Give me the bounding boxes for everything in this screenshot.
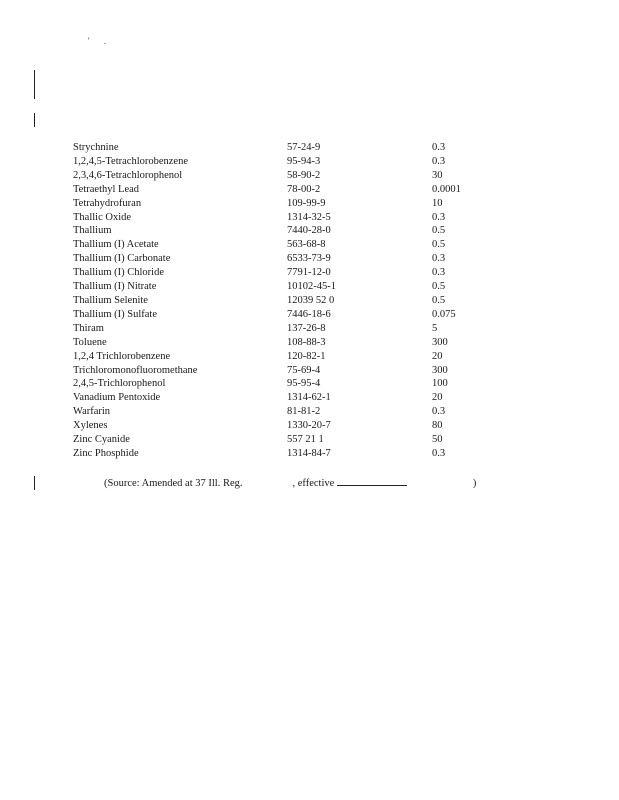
table-row [73, 252, 512, 266]
cas-number-cell: 7791-12-0 [287, 267, 331, 279]
value-cell: 0.3 [432, 267, 446, 279]
value-cell: 300 [432, 336, 448, 348]
cas-number-cell: 10102-45-1 [287, 281, 336, 293]
table-row [73, 169, 512, 183]
table-row [73, 364, 512, 378]
table-row [73, 294, 512, 308]
chemical-name-cell: 2,4,5-Trichlorophenol [73, 378, 166, 390]
table-row [73, 336, 512, 350]
chemical-name-cell: Thallium (I) Chloride [73, 267, 164, 279]
chemical-name-cell: Xylenes [73, 420, 108, 432]
value-cell: 300 [432, 364, 448, 376]
chemical-name-cell: Tetrahydrofuran [73, 197, 142, 209]
table-row [73, 419, 512, 433]
effective-date-blank [337, 476, 407, 486]
value-cell: 0.3 [432, 155, 446, 167]
chemical-name-cell: 1,2,4 Trichlorobenzene [73, 350, 171, 362]
chemical-name-cell: Warfarin [73, 406, 111, 418]
cas-number-cell: 7440-28-0 [287, 225, 331, 237]
page-header-marks: ' . [88, 36, 113, 46]
chemical-name-cell: Toluene [73, 336, 107, 348]
value-cell: 0.075 [432, 308, 456, 320]
chemical-name-cell: Thallium (I) Sulfate [73, 308, 157, 320]
cas-number-cell: 57-24-9 [287, 142, 321, 153]
chemical-name-cell: Tetraethyl Lead [73, 183, 140, 195]
value-cell: 0.5 [432, 281, 446, 293]
cas-number-cell: 1314-62-1 [287, 392, 331, 404]
table-row [73, 141, 512, 155]
source-note-effective: , effective [292, 478, 335, 489]
table-row [73, 280, 512, 294]
cas-number-cell: 58-90-2 [287, 169, 321, 181]
cas-number-cell: 12039 52 0 [287, 294, 335, 306]
table-row [73, 447, 512, 461]
value-cell: 0.3 [432, 253, 446, 265]
table-row [73, 197, 512, 211]
cas-number-cell: 78-00-2 [287, 183, 321, 195]
value-cell: 0.3 [432, 142, 446, 153]
cas-number-cell: 95-94-3 [287, 155, 321, 167]
cas-number-cell: 109-99-9 [287, 197, 326, 209]
cas-number-cell: 75-69-4 [287, 364, 321, 376]
cas-number-cell: 81-81-2 [287, 406, 321, 418]
chemical-name-cell: Zinc Cyanide [73, 434, 130, 446]
cas-number-cell: 563-68-8 [287, 239, 326, 251]
cas-number-cell: 120-82-1 [287, 350, 326, 362]
cas-number-cell: 1330-20-7 [287, 420, 331, 432]
chemical-table [73, 141, 512, 461]
cas-number-cell: 1314-32-5 [287, 211, 331, 223]
chemical-name-cell: Thallium (I) Carbonate [73, 253, 171, 265]
table-row [73, 266, 512, 280]
source-note-prefix: (Source: Amended at 37 Ill. Reg. [104, 478, 243, 489]
table-row [73, 405, 512, 419]
revision-bar [34, 476, 35, 490]
value-cell: 10 [432, 197, 443, 209]
value-cell: 0.3 [432, 406, 446, 418]
table-row [73, 308, 512, 322]
value-cell: 0.5 [432, 294, 446, 306]
chemical-name-cell: Thallic Oxide [73, 211, 132, 223]
source-note [104, 476, 476, 489]
chemical-name-cell: Strychnine [73, 142, 119, 153]
cas-number-cell: 137-26-8 [287, 322, 326, 334]
chemical-name-cell: 2,3,4,6-Tetrachlorophenol [73, 169, 183, 181]
cas-number-cell: 6533-73-9 [287, 253, 331, 265]
value-cell: 0.3 [432, 447, 446, 459]
value-cell: 0.5 [432, 225, 446, 237]
value-cell: 100 [432, 378, 448, 390]
chemical-name-cell: Zinc Phosphide [73, 447, 139, 459]
revision-bar [34, 113, 35, 127]
source-note-suffix: ) [472, 478, 477, 489]
value-cell: 50 [432, 434, 443, 446]
table-row [73, 211, 512, 225]
table-row [73, 238, 512, 252]
value-cell: 0.3 [432, 211, 446, 223]
value-cell: 5 [432, 322, 438, 334]
table-row [73, 322, 512, 336]
chemical-name-cell: Thallium [73, 225, 112, 237]
table-row [73, 433, 512, 447]
cas-number-cell: 557 21 1 [287, 434, 324, 446]
chemical-name-cell: Thallium Selenite [73, 294, 148, 306]
table-row [73, 155, 512, 169]
revision-bar [34, 70, 35, 99]
value-cell: 30 [432, 169, 443, 181]
cas-number-cell: 95-95-4 [287, 378, 321, 390]
chemical-name-cell: Trichloromonofluoromethane [73, 364, 198, 376]
chemical-name-cell: Vanadium Pentoxide [73, 392, 161, 404]
cas-number-cell: 7446-18-6 [287, 308, 331, 320]
table-row [73, 183, 512, 197]
table-row [73, 350, 512, 364]
value-cell: 20 [432, 350, 443, 362]
value-cell: 0.5 [432, 239, 446, 251]
table-row [73, 391, 512, 405]
table-row [73, 377, 512, 391]
chemical-name-cell: Thiram [73, 322, 104, 334]
value-cell: 0.0001 [432, 183, 461, 195]
chemical-table-body [73, 141, 512, 461]
table-row [73, 224, 512, 238]
chemical-name-cell: Thallium (I) Acetate [73, 239, 159, 251]
value-cell: 20 [432, 392, 443, 404]
cas-number-cell: 108-88-3 [287, 336, 326, 348]
chemical-name-cell: Thallium (I) Nitrate [73, 281, 157, 293]
chemical-name-cell: 1,2,4,5-Tetrachlorobenzene [73, 155, 189, 167]
cas-number-cell: 1314-84-7 [287, 447, 331, 459]
value-cell: 80 [432, 420, 443, 432]
